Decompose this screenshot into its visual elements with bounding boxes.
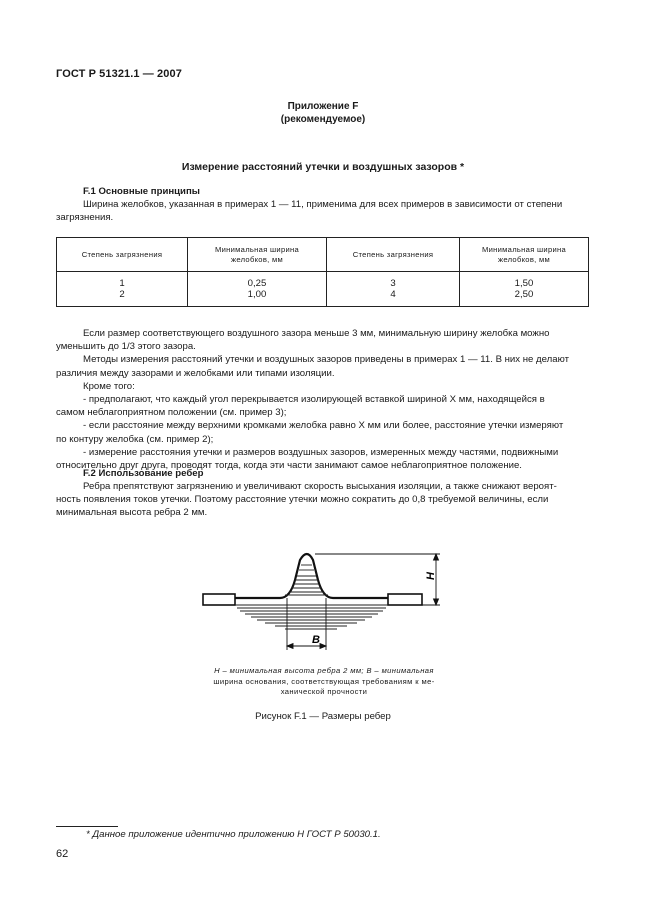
height-label: H bbox=[425, 572, 437, 580]
paragraph-min-width: Если размер соответствующего воздушного зазора меньше 3 мм, минимальную ширину желобка можно уменьшить до 1/3 этого зазора. Методы измерения расстояний утечки и воздушных зазоров приведены в примерах 1 — 11. В них не делают различия между зазорами и желобками или типами изоляции. Кроме того: - предполагают, что каждый угол перекрывается изолирующей вставкой шириной X мм, находящейся в самом неблагоприятном положении (см. пример 3); - если расстояние между верхними кромками желобка равно X мм или более, расстояние утечки измеряют по контуру желобка (см. пример 2); - измерение расстояния утечки и размеров воздушных зазоров, измеренных между частями, подвижными относительно друг друга, проводят тогда, когда эти части занимают самое неблагоприятное положение. bbox=[56, 328, 569, 472]
base-width-dimension bbox=[287, 598, 326, 650]
table-cell: 3 4 bbox=[327, 272, 460, 307]
table-header-row bbox=[57, 238, 589, 272]
rib-dimensions-figure bbox=[195, 540, 465, 660]
figure-title: Рисунок F.1 — Размеры ребер bbox=[255, 711, 391, 722]
f1-intro-line: Ширина желобков, указанная в примерах 1 — 11, применима для всех примеров в зависимости от степени bbox=[83, 199, 563, 210]
appendix-subtitle: (рекомендуемое) bbox=[280, 114, 366, 125]
f1-heading: F.1 Основные принципы bbox=[83, 186, 200, 197]
groove-width-table bbox=[56, 237, 589, 307]
footnote: * Данное приложение идентично приложению H ГОСТ Р 50030.1. bbox=[86, 829, 381, 840]
f2-text: Ребра препятствуют загрязнению и увеличивают скорость высыхания изоляции, а также снижают вероят- ность появления токов утечки. Поэтому расстояние утечки можно сократить до 0,8 требуемой величины, если минимальная высота ребра 2 мм. bbox=[56, 481, 557, 519]
table-header-cell: Степень загрязнения bbox=[57, 238, 188, 272]
document-id: ГОСТ Р 51321.1 — 2007 bbox=[56, 68, 182, 80]
appendix-title: Приложение F bbox=[287, 101, 359, 112]
f2-heading: F.2 Использование ребер bbox=[83, 468, 204, 479]
table-row bbox=[57, 272, 589, 307]
table-cell: 1 2 bbox=[57, 272, 188, 307]
left-flange bbox=[203, 594, 235, 605]
f1-intro-line: загрязнения. bbox=[56, 212, 114, 224]
table-header-cell: Минимальная ширина желобков, мм bbox=[188, 238, 327, 272]
base-width-label: B bbox=[312, 634, 320, 646]
table-cell: 1,50 2,50 bbox=[460, 272, 589, 307]
page-number: 62 bbox=[56, 848, 69, 860]
right-flange bbox=[388, 594, 422, 605]
table-cell: 0,25 1,00 bbox=[188, 272, 327, 307]
table-header-cell: Минимальная ширина желобков, мм bbox=[460, 238, 589, 272]
f1-intro bbox=[56, 198, 590, 224]
base-layers bbox=[235, 605, 388, 629]
figure-caption: H – минимальная высота ребра 2 мм; B – минимальная ширина основания, соответствующая требованиям к ме- ханической прочности bbox=[213, 666, 435, 696]
table-header-cell: Степень загрязнения bbox=[327, 238, 460, 272]
footnote-divider bbox=[56, 826, 118, 827]
section-title: Измерение расстояний утечки и воздушных зазоров * bbox=[181, 161, 465, 173]
